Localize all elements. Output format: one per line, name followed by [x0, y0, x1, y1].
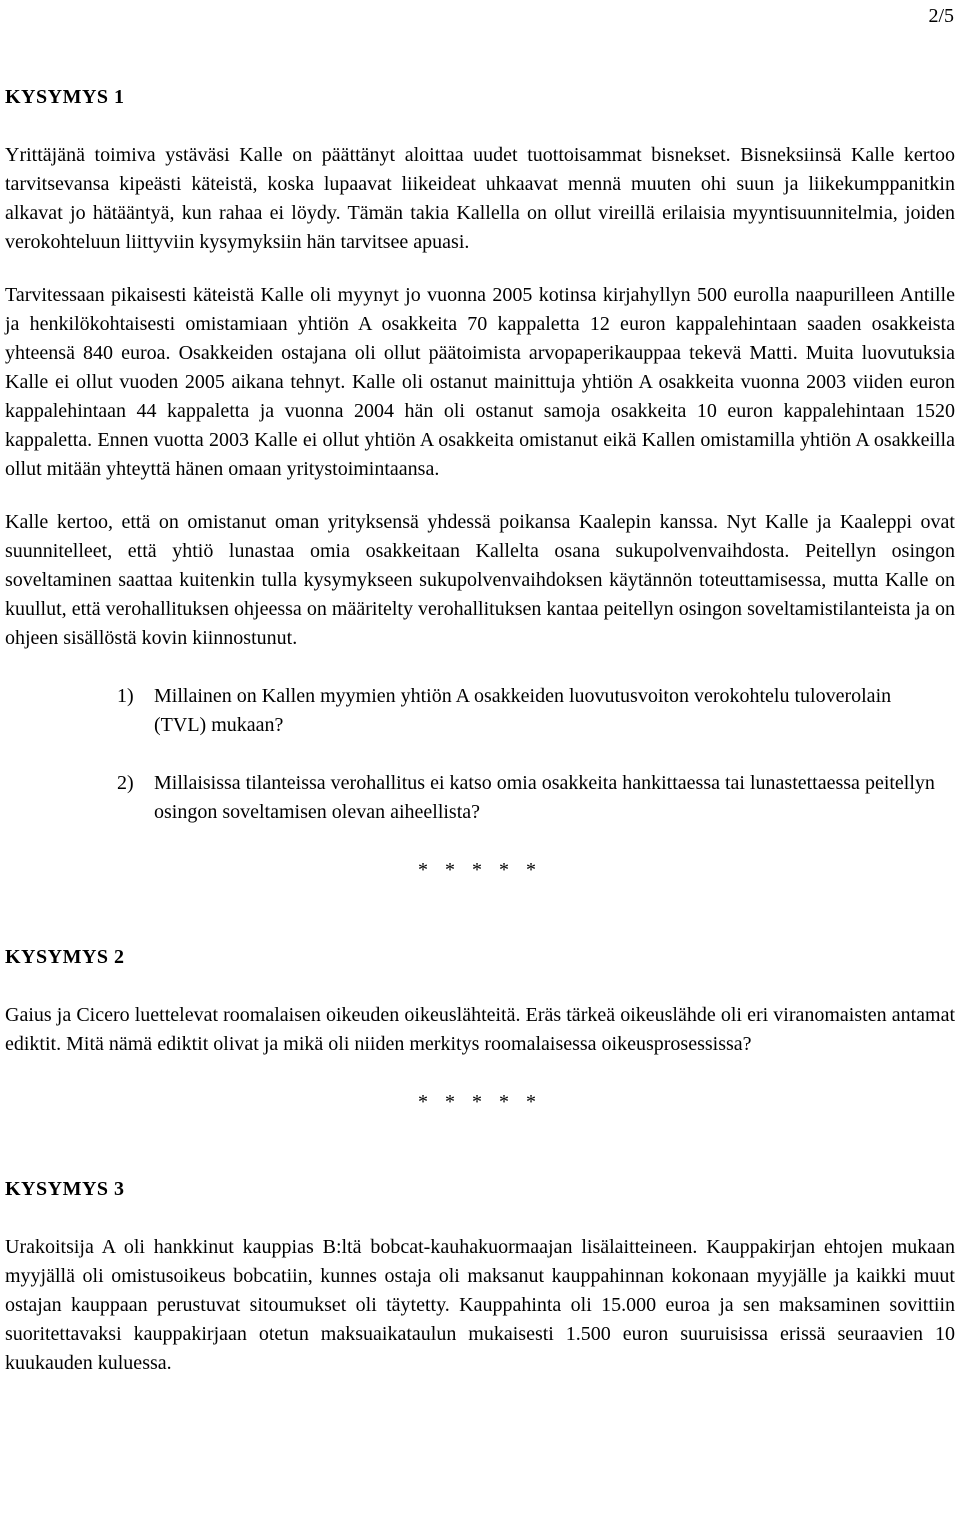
subquestion-text: Millaisissa tilanteissa verohallitus ei katso omia osakkeita hankittaessa tai lunastettaessa peitellyn osingon soveltamisen olevan aiheellista? — [154, 772, 935, 823]
question-2-paragraph: Gaius ja Cicero luettelevat roomalaisen oikeuden oikeuslähteitä. Eräs tärkeä oikeuslähde oli eri viranomaisten antamat ediktit. Mitä nämä ediktit olivat ja mikä oli niiden merkitys roomalaisessa oikeusprosessissa? — [5, 1004, 955, 1055]
question-1-subquestions — [5, 682, 955, 827]
subquestion-number: 1) — [117, 685, 134, 707]
subquestion-item — [5, 682, 955, 740]
question-2-heading: KYSYMYS 2 — [5, 946, 125, 968]
subquestion-text: Millainen on Kallen myymien yhtiön A osakkeiden luovutusvoiton verokohtelu tuloverolain (TVL) mukaan? — [154, 685, 892, 736]
question-1-paragraph: Tarvitessaan pikaisesti käteistä Kalle oli myynyt jo vuonna 2005 kotinsa kirjahyllyn 500 eurolla naapurilleen Antille ja henkilökohtaisesti omistamiaan yhtiön A osakkeita 70 kappaletta 12 euron kappalehintaan saaden osakkeista yhteensä 840 euroa. Osakkeiden ostajana oli ollut päätoimista arvopaperikauppaa tekevä Matti. Muita luovutuksia Kalle ei ollut vuoden 2005 aikana tehnyt. Kalle oli ostanut mainittuja yhtiön A osakkeita vuonna 2003 viiden euron kappalehintaan 44 kappaletta ja vuonna 2004 hän oli ostanut samoja osakkeita 10 euron kappalehintaan 1520 kappaletta. Ennen vuotta 2003 Kalle ei ollut yhtiön A osakkeita omistanut eikä Kallen omistamilla yhtiön A osakkeilla ollut mitään yhteyttä hänen omaan yritystoimintaansa. — [5, 284, 955, 480]
question-3-section — [5, 1175, 955, 1378]
question-3-heading: KYSYMYS 3 — [5, 1178, 125, 1200]
question-3-paragraph: Urakoitsija A oli hankkinut kauppias B:ltä bobcat-kauhakuormaajan lisälaitteineen. Kauppakirjan ehtojen mukaan myyjällä oli omistusoikeus bobcatiin, kunnes ostaja oli maksanut kauppahinnan kokonaan myyjälle ja kaikki muut ostajan kauppaan perustuvat sitoumukset oli täytetty. Kauppahinta oli 15.000 euroa ja sen maksaminen sovittiin suoritettavaksi kauppakirjaan otetun maksuaikataulun mukaisesti 1.500 euron suuruisissa erissä seuraavien 10 kuukauden kuluessa. — [5, 1236, 955, 1374]
question-2-section — [5, 943, 955, 1117]
question-1-section — [5, 83, 955, 885]
document-body — [5, 83, 955, 1378]
question-1-paragraph: Kalle kertoo, että on omistanut oman yrityksensä yhdessä poikansa Kaalepin kanssa. Nyt Kalle ja Kaaleppi ovat suunnitelleet, että yhtiö lunastaa omia osakkeitaan Kallelta osana sukupolvenvaihdosta. Peitellyn osingon soveltaminen saattaa kuitenkin tulla kysymykseen sukupolvenvaihdoksen käytännön toteuttamisessa, mutta Kalle on kuullut, että verohallituksen ohjeessa on määritelty verohallituksen kantaa peitellyn osingon soveltamistilanteista ja on ohjeen sisällöstä kovin kiinnostunut. — [5, 511, 955, 649]
subquestion-number: 2) — [117, 772, 134, 794]
section-separator: * * * * * — [418, 859, 542, 881]
question-1-paragraph: Yrittäjänä toimiva ystäväsi Kalle on päättänyt aloittaa uudet tuottoisammat bisnekset. Bisneksiinsä Kalle kertoo tarvitsevansa kipeästi käteistä, koska lupaavat liikeideat uhkaavat mennä muuten ohi suun ja liikekumppanitkin alkavat jo hätääntyä, kun rahaa ei löydy. Tämän takia Kallella on ollut vireillä erilaisia myyntisuunnitelmia, joiden verokohteluun liittyviin kysymyksiin hän tarvitsee apuasi. — [5, 144, 955, 253]
page-number: 2/5 — [928, 5, 954, 27]
subquestion-item — [5, 769, 955, 827]
question-1-heading: KYSYMYS 1 — [5, 86, 125, 108]
section-separator: * * * * * — [418, 1091, 542, 1113]
